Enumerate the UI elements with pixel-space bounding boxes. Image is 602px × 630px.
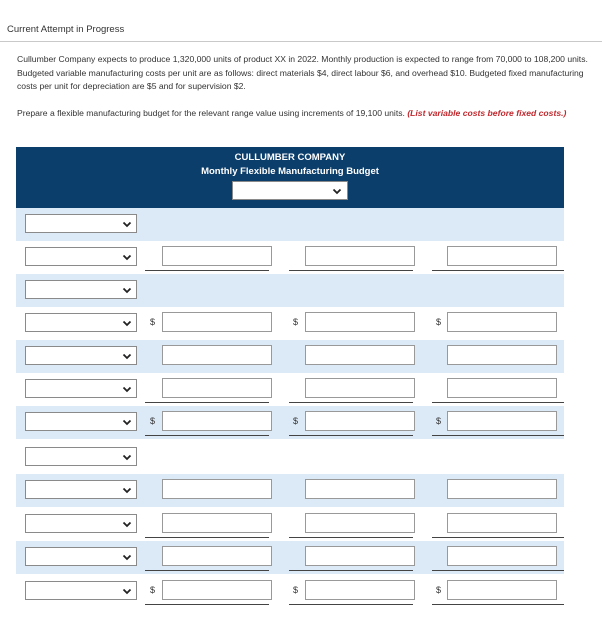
instructions bbox=[17, 107, 595, 120]
chevron-down-icon bbox=[121, 317, 133, 329]
total-underline bbox=[289, 570, 413, 571]
total-underline bbox=[289, 402, 413, 403]
instructions-text: Prepare a flexible manufacturing budget for the relevant range value using increments of 19,100 units. bbox=[17, 108, 405, 118]
budget-row bbox=[16, 541, 564, 574]
chevron-down-icon bbox=[121, 218, 133, 230]
budget-subtitle: Monthly Flexible Manufacturing Budget bbox=[201, 166, 379, 177]
line-item-select[interactable] bbox=[25, 280, 137, 299]
line-item-select[interactable] bbox=[25, 547, 137, 566]
chevron-down-icon bbox=[121, 251, 133, 263]
amount-input[interactable] bbox=[447, 411, 557, 431]
total-underline bbox=[432, 570, 564, 571]
budget-row bbox=[16, 575, 564, 608]
chevron-down-icon bbox=[121, 585, 133, 597]
amount-input[interactable] bbox=[305, 546, 415, 566]
total-underline bbox=[145, 270, 269, 271]
budget-row bbox=[16, 340, 564, 373]
amount-input[interactable] bbox=[162, 312, 272, 332]
budget-row bbox=[16, 274, 564, 307]
total-underline bbox=[145, 435, 269, 436]
amount-input[interactable] bbox=[162, 513, 272, 533]
header-divider bbox=[0, 41, 602, 42]
amount-input[interactable] bbox=[447, 479, 557, 499]
dollar-sign: $ bbox=[150, 585, 156, 595]
amount-input[interactable] bbox=[305, 513, 415, 533]
amount-input[interactable] bbox=[162, 479, 272, 499]
chevron-down-icon bbox=[121, 350, 133, 362]
total-underline bbox=[289, 435, 413, 436]
dollar-sign: $ bbox=[150, 317, 156, 327]
amount-input[interactable] bbox=[305, 246, 415, 266]
total-underline bbox=[289, 270, 413, 271]
line-item-select[interactable] bbox=[25, 379, 137, 398]
total-underline bbox=[432, 537, 564, 538]
total-underline bbox=[145, 402, 269, 403]
amount-input[interactable] bbox=[305, 411, 415, 431]
chevron-down-icon bbox=[121, 383, 133, 395]
line-item-select[interactable] bbox=[25, 581, 137, 600]
chevron-down-icon bbox=[121, 551, 133, 563]
amount-input[interactable] bbox=[305, 378, 415, 398]
amount-input[interactable] bbox=[447, 580, 557, 600]
chevron-down-icon bbox=[121, 416, 133, 428]
line-item-select[interactable] bbox=[25, 247, 137, 266]
budget-row bbox=[16, 241, 564, 274]
dollar-sign: $ bbox=[150, 416, 156, 426]
dollar-sign: $ bbox=[436, 416, 442, 426]
amount-input[interactable] bbox=[447, 246, 557, 266]
total-underline bbox=[432, 604, 564, 605]
budget-row bbox=[16, 508, 564, 541]
line-item-select[interactable] bbox=[25, 214, 137, 233]
total-underline bbox=[432, 435, 564, 436]
total-underline bbox=[145, 570, 269, 571]
amount-input[interactable] bbox=[162, 246, 272, 266]
problem-statement: Cullumber Company expects to produce 1,320,000 units of product XX in 2022. Monthly production is expected to range from 70,000 to 108,200 units. Budgeted variable manufacturing costs per unit are as follows: direct materials $4, direct labour $6, and overhead $10. Budgeted fixed manufacturing costs per unit for depreciation are $5 and for supervision $2. bbox=[17, 54, 588, 91]
total-underline bbox=[145, 604, 269, 605]
total-underline bbox=[432, 270, 564, 271]
total-underline bbox=[289, 537, 413, 538]
dollar-sign: $ bbox=[436, 585, 442, 595]
chevron-down-icon bbox=[121, 284, 133, 296]
line-item-select[interactable] bbox=[25, 313, 137, 332]
company-name: CULLUMBER COMPANY bbox=[234, 152, 346, 163]
budget-row bbox=[16, 373, 564, 406]
line-item-select[interactable] bbox=[25, 412, 137, 431]
amount-input[interactable] bbox=[305, 580, 415, 600]
amount-input[interactable] bbox=[162, 378, 272, 398]
budget-table-header bbox=[16, 147, 564, 208]
budget-row bbox=[16, 208, 564, 241]
amount-input[interactable] bbox=[447, 513, 557, 533]
page-header-title: Current Attempt in Progress bbox=[7, 24, 125, 35]
dollar-sign: $ bbox=[293, 416, 299, 426]
amount-input[interactable] bbox=[447, 312, 557, 332]
total-underline bbox=[145, 537, 269, 538]
period-select[interactable] bbox=[232, 181, 348, 200]
chevron-down-icon bbox=[121, 451, 133, 463]
amount-input[interactable] bbox=[447, 345, 557, 365]
chevron-down-icon bbox=[121, 518, 133, 530]
amount-input[interactable] bbox=[447, 378, 557, 398]
dollar-sign: $ bbox=[293, 317, 299, 327]
line-item-select[interactable] bbox=[25, 480, 137, 499]
dollar-sign: $ bbox=[436, 317, 442, 327]
line-item-select[interactable] bbox=[25, 447, 137, 466]
budget-row bbox=[16, 441, 564, 474]
total-underline bbox=[289, 604, 413, 605]
amount-input[interactable] bbox=[162, 345, 272, 365]
amount-input[interactable] bbox=[305, 345, 415, 365]
amount-input[interactable] bbox=[447, 546, 557, 566]
amount-input[interactable] bbox=[162, 411, 272, 431]
budget-row bbox=[16, 406, 564, 439]
dollar-sign: $ bbox=[293, 585, 299, 595]
chevron-down-icon bbox=[121, 484, 133, 496]
total-underline bbox=[432, 402, 564, 403]
amount-input[interactable] bbox=[162, 546, 272, 566]
budget-row bbox=[16, 307, 564, 340]
chevron-down-icon bbox=[331, 185, 343, 197]
amount-input[interactable] bbox=[305, 312, 415, 332]
instructions-note: (List variable costs before fixed costs.) bbox=[407, 108, 567, 118]
amount-input[interactable] bbox=[305, 479, 415, 499]
line-item-select[interactable] bbox=[25, 346, 137, 365]
amount-input[interactable] bbox=[162, 580, 272, 600]
line-item-select[interactable] bbox=[25, 514, 137, 533]
budget-row bbox=[16, 474, 564, 507]
